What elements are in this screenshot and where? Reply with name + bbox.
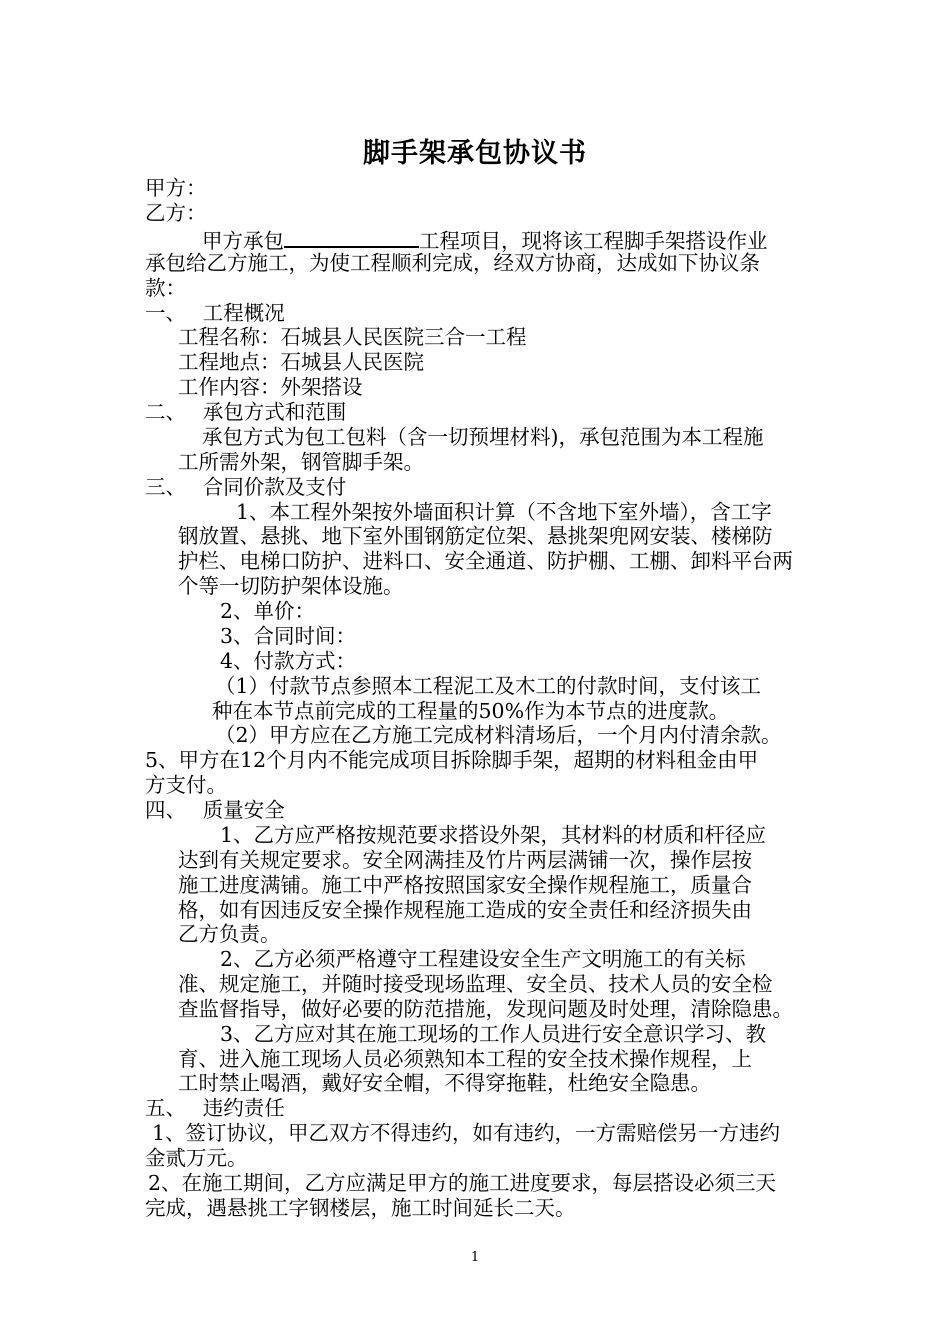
section-5-p2-line-2: 完成，遇悬挑工字钢楼层，施工时间延长二天。 (145, 1196, 576, 1220)
section-4-p3-line-3: 工时禁止喝酒，戴好安全帽，不得穿拖鞋，杜绝安全隐患。 (178, 1071, 711, 1095)
intro-line-3: 款： (145, 276, 186, 300)
section-4-p2-line-1: 2、乙方必须严格遵守工程建设安全生产文明施工的有关标 (220, 947, 746, 971)
intro-text-after: 工程项目，现将该工程脚手架搭设作业 (419, 229, 768, 253)
section-3-p5-line-1: 5、甲方在12个月内不能完成项目拆除脚手架，超期的材料租金由甲 (145, 748, 759, 772)
section-3-p5-line-2: 方支付。 (145, 773, 227, 797)
document-title: 脚手架承包协议书 (363, 138, 587, 169)
unit-price-line: 2、单价： (220, 599, 316, 623)
intro-line-2: 承包给乙方施工，为使工程顺利完成，经双方协商，达成如下协议条 (145, 251, 760, 275)
section-5-p1-line-1: 1、签订协议，甲乙双方不得违约，如有违约，一方需赔偿另一方违约 (152, 1121, 781, 1145)
payment-1-line-1: （1）付款节点参照本工程泥工及木工的付款时间，支付该工 (215, 674, 762, 698)
section-4-p1-line-3: 施工进度满铺。施工中严格按照国家安全操作规程施工，质量合 (178, 873, 752, 897)
section-4-p1-line-2: 达到有关规定要求。安全网满挂及竹片两层满铺一次，操作层按 (178, 848, 752, 872)
section-3-p1-line-4: 个等一切防护架体设施。 (178, 574, 404, 598)
section-3-p1-line-3: 护栏、电梯口防护、进料口、安全通道、防护棚、工棚、卸料平台两 (178, 549, 793, 573)
intro-line-1 (202, 226, 768, 254)
section-4-p1-line-5: 乙方负责。 (178, 922, 281, 946)
section-4-p1-line-1: 1、乙方应严格按规范要求搭设外架，其材料的材质和杆径应 (220, 823, 767, 847)
section-5-heading: 五、 违约责任 (145, 1096, 285, 1120)
payment-1-line-2: 种在本节点前完成的工程量的50%作为本节点的进度款。 (212, 699, 730, 723)
section-5-p2-line-1: 2、在施工期间，乙方应满足甲方的施工进度要求，每层搭设必须三天 (148, 1171, 777, 1195)
section-2-line-1: 承包方式为包工包料（含一切预埋材料)，承包范围为本工程施 (202, 425, 764, 449)
contract-time-line: 3、合同时间： (220, 624, 357, 648)
section-2-heading: 二、 承包方式和范围 (145, 400, 347, 424)
section-3-p1-line-2: 钢放置、悬挑、地下室外围钢筋定位架、悬挑架兜网安装、楼梯防 (178, 524, 773, 548)
section-3-p1-line-1: 1、本工程外架按外墙面积计算（不含地下室外墙），含工字 (236, 500, 772, 524)
section-4-heading: 四、 质量安全 (145, 798, 285, 822)
party-a-line: 甲方： (145, 176, 207, 200)
project-site-line: 工程地点：石城县人民医院 (178, 350, 424, 374)
intro-text-before: 甲方承包 (202, 229, 284, 253)
section-4-p3-line-1: 3、乙方应对其在施工现场的工作人员进行安全意识学习、教 (220, 1022, 767, 1046)
party-b-line: 乙方： (145, 201, 207, 225)
section-1-heading: 一、 工程概况 (145, 301, 285, 325)
section-4-p3-line-2: 育、进入施工现场人员必须熟知本工程的安全技术操作规程，上 (178, 1047, 752, 1071)
work-content-line: 工作内容：外架搭设 (178, 375, 363, 399)
section-4-p2-line-3: 查监督指导，做好必要的防范措施，发现问题及时处理，清除隐患。 (178, 997, 793, 1021)
project-name-line: 工程名称：石城县人民医院三合一工程 (178, 325, 527, 349)
section-2-line-2: 工所需外架，钢管脚手架。 (178, 450, 424, 474)
section-3-heading: 三、 合同价款及支付 (145, 475, 347, 499)
payment-method-line: 4、付款方式： (220, 649, 357, 673)
section-5-p1-line-2: 金贰万元。 (145, 1146, 248, 1170)
project-name-blank (284, 226, 419, 248)
section-4-p2-line-2: 准、规定施工，并随时接受现场监理、安全员、技术人员的安全检 (178, 972, 773, 996)
payment-2-line: （2）甲方应在乙方施工完成材料清场后，一个月内付清余款。 (215, 723, 782, 747)
section-4-p1-line-4: 格，如有因违反安全操作规程施工造成的安全责任和经济损失由 (178, 898, 752, 922)
page-number: 1 (470, 1250, 480, 1265)
